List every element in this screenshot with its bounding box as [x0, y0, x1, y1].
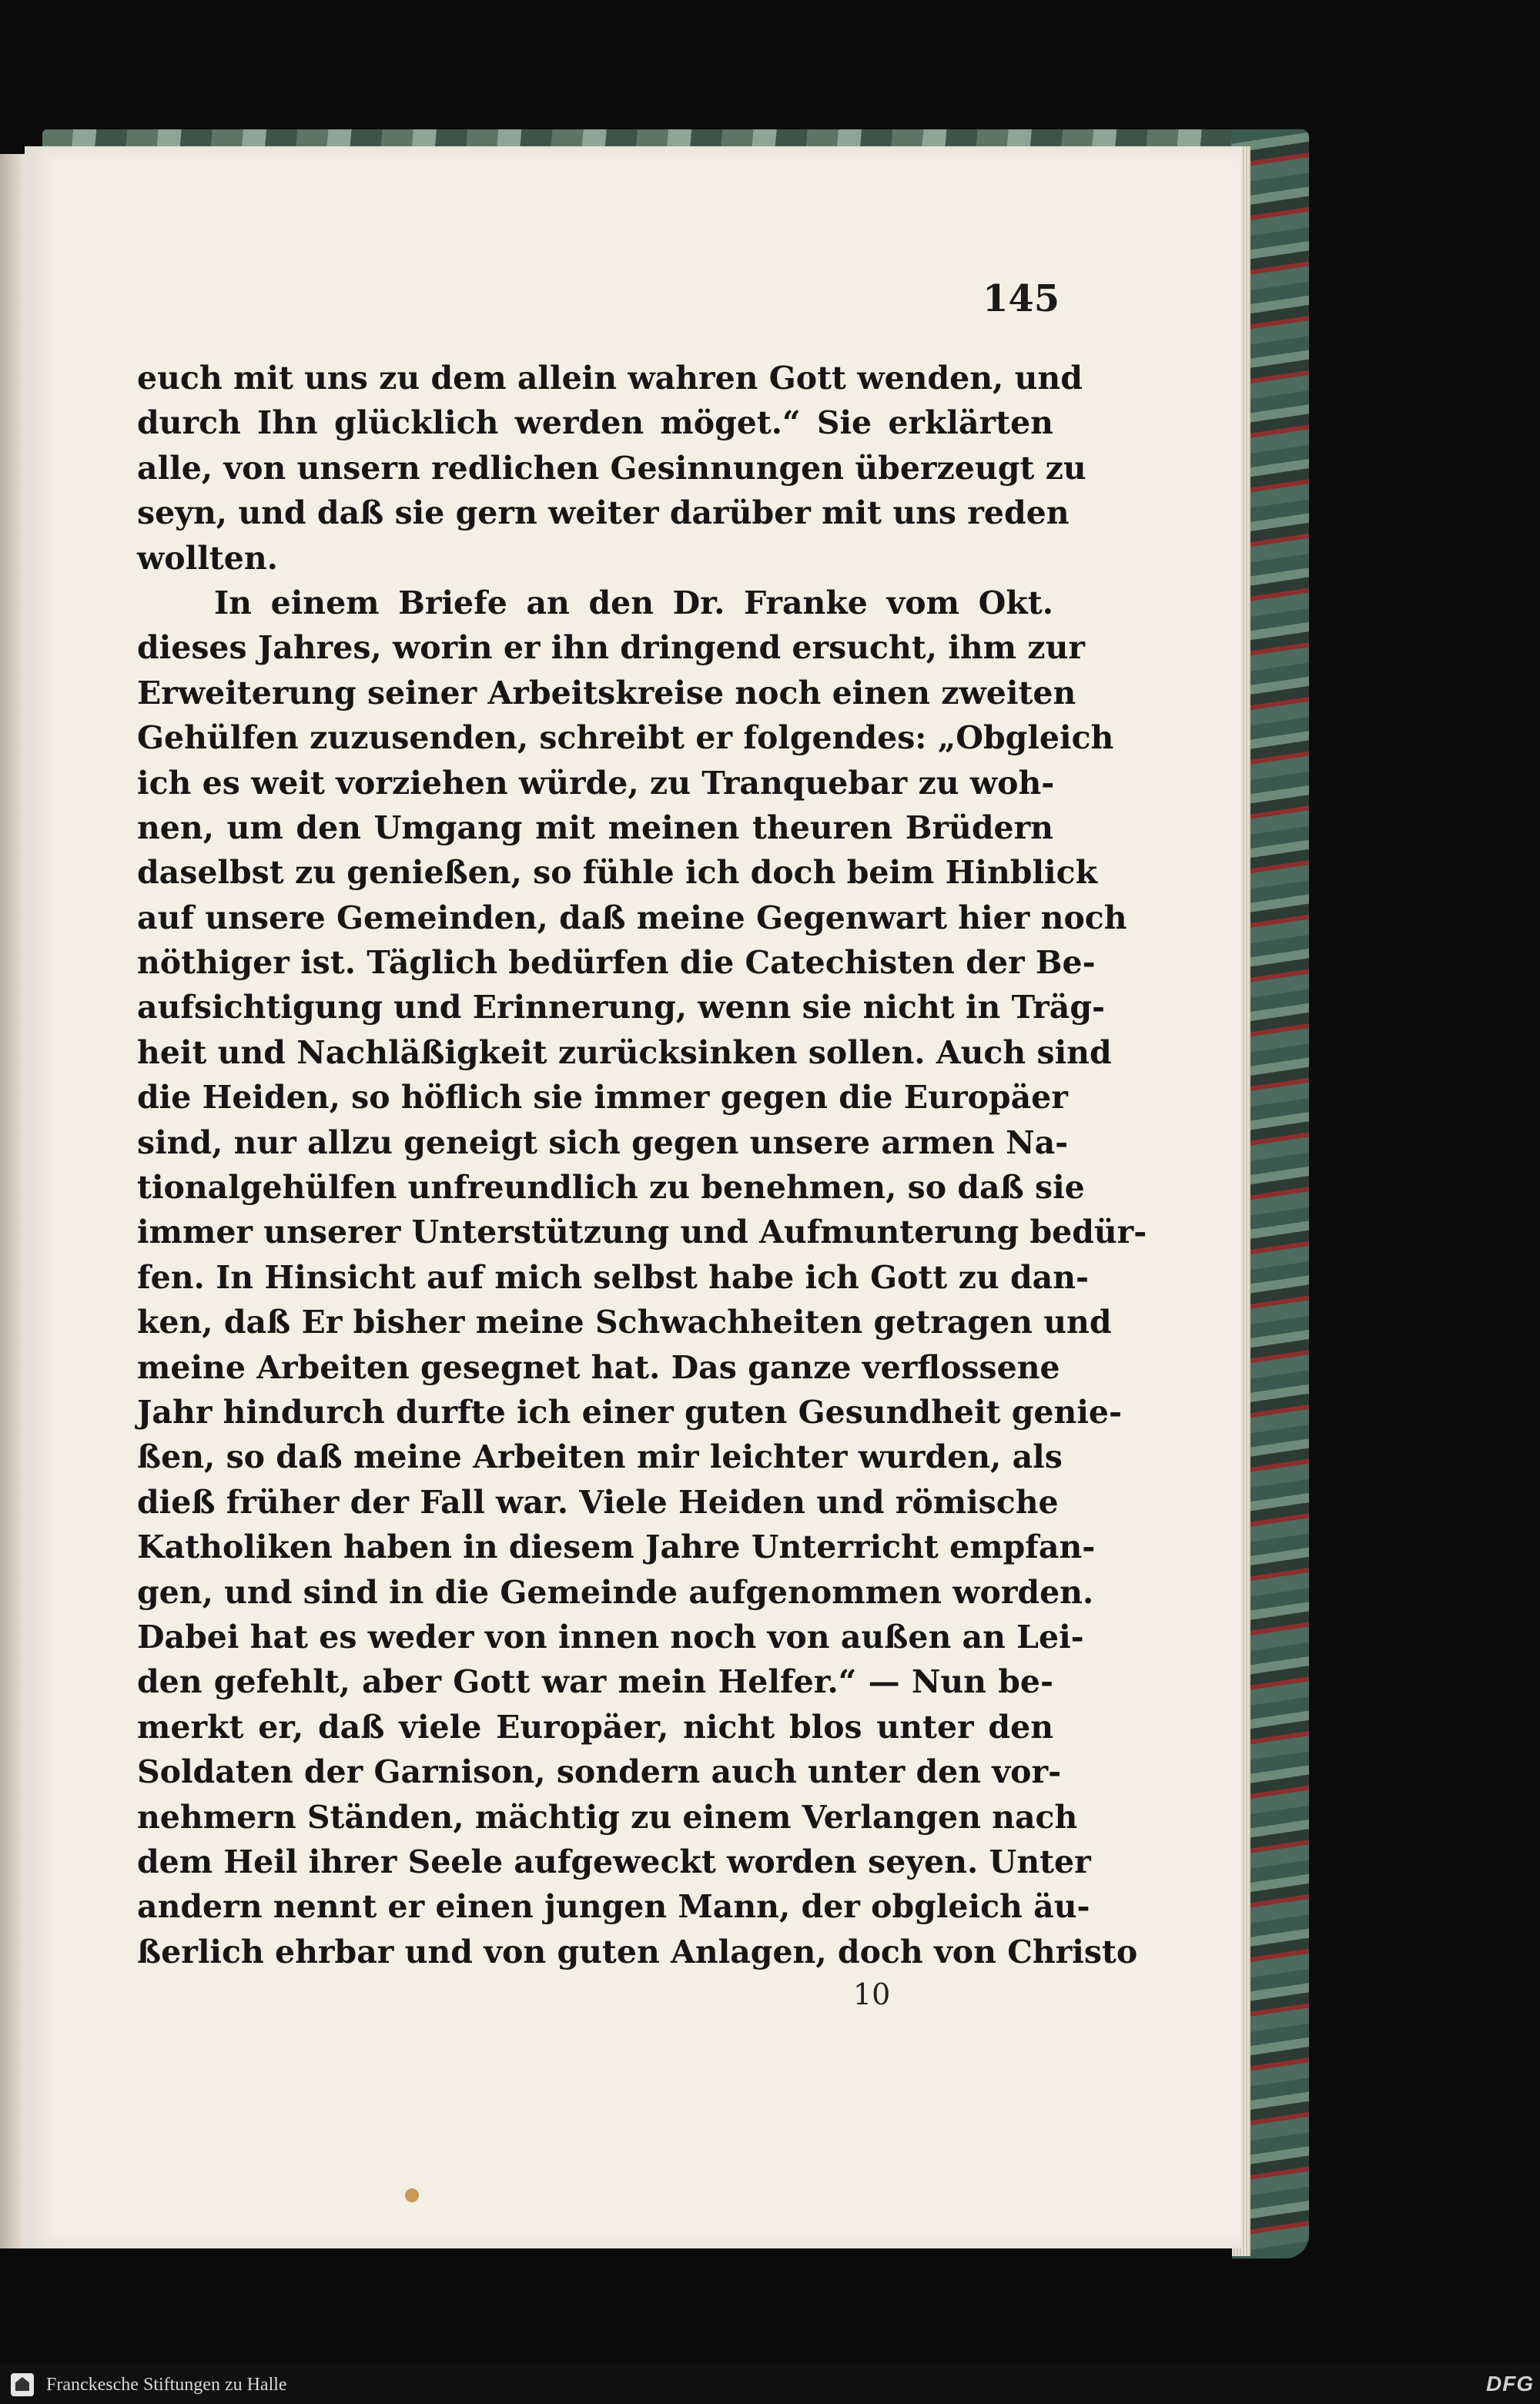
text-line: Jahr hindurch durfte ich einer guten Gesundheit genie-: [137, 1393, 1123, 1431]
text-line: seyn, und daß sie gern weiter darüber mit uns reden: [137, 494, 1070, 532]
text-line: heit und Nachläßigkeit zurücksinken sollen. Auch sind: [137, 1033, 1112, 1071]
text-line: In einem Briefe an den Dr. Franke vom Okt.: [214, 584, 1053, 621]
text-line: meine Arbeiten gesegnet hat. Das ganze verflossene: [137, 1348, 1060, 1386]
text-line: fen. In Hinsicht auf mich selbst habe ich Gott zu dan-: [137, 1258, 1090, 1296]
text-line: Erweiterung seiner Arbeitskreise noch einen zweiten: [137, 674, 1076, 711]
text-line: Soldaten der Garnison, sondern auch unter den vor-: [137, 1753, 1062, 1791]
text-line: andern nennt er einen jungen Mann, der obgleich äu-: [137, 1888, 1090, 1926]
text-line: dieß früher der Fall war. Viele Heiden und römische: [137, 1483, 1059, 1521]
text-line: euch mit uns zu dem allein wahren Gott wenden, und: [137, 360, 1083, 397]
text-line: durch Ihn glücklich werden möget.“ Sie erklärten: [137, 404, 1053, 442]
signature-mark: 10: [853, 1977, 891, 2011]
text-line: alle, von unsern redlichen Gesinnungen überzeugt zu: [137, 449, 1086, 487]
text-line: Dabei hat es weder von innen noch von außen an Lei-: [137, 1618, 1084, 1656]
text-line: Gehülfen zuzusenden, schreibt er folgendes: „Obgleich: [137, 719, 1114, 757]
text-line: aufsichtigung und Erinnerung, wenn sie nicht in Träg-: [137, 989, 1106, 1026]
text-line: den gefehlt, aber Gott war mein Helfer.“ — Nun be-: [137, 1663, 1053, 1701]
text-line: nen, um den Umgang mit meinen theuren Brüdern: [137, 809, 1053, 846]
text-line: dem Heil ihrer Seele aufgeweckt worden seyen. Unter: [137, 1843, 1091, 1880]
text-line: immer unserer Unterstützung und Aufmunterung bedür-: [137, 1214, 1147, 1251]
text-line: daselbst zu genießen, so fühle ich doch beim Hinblick: [137, 854, 1097, 892]
page-number: 145: [983, 277, 1060, 320]
text-line: tionalgehülfen unfreundlich zu benehmen, so daß sie: [137, 1169, 1085, 1207]
text-line: dieses Jahres, worin er ihn dringend ersucht, ihm zur: [137, 629, 1086, 667]
text-line: ßen, so daß meine Arbeiten mir leichter wurden, als: [137, 1438, 1063, 1476]
paper-stain: [405, 2188, 419, 2202]
text-line: ßerlich ehrbar und von guten Anlagen, doch von Christo: [137, 1933, 1138, 1970]
text-line: nehmern Ständen, mächtig zu einem Verlangen nach: [137, 1798, 1078, 1836]
institution-name: Franckesche Stiftungen zu Halle: [46, 2375, 287, 2395]
body-text: [137, 356, 1147, 1974]
text-line: sind, nur allzu geneigt sich gegen unsere armen Na-: [137, 1123, 1069, 1161]
text-line: wollten.: [137, 539, 278, 577]
text-line: merkt er, daß viele Europäer, nicht blos unter den: [137, 1708, 1053, 1746]
text-line: ich es weit vorziehen würde, zu Tranquebar zu woh-: [137, 764, 1055, 802]
text-line: auf unsere Gemeinden, daß meine Gegenwart hier noch: [137, 899, 1127, 936]
text-line: ken, daß Er bisher meine Schwachheiten getragen und: [137, 1304, 1112, 1341]
text-line: die Heiden, so höflich sie immer gegen die Europäer: [137, 1079, 1068, 1117]
facing-page-edge: [0, 154, 25, 2248]
text-line: nöthiger ist. Täglich bedürfen die Catechisten der Be-: [137, 944, 1096, 982]
text-line: Katholiken haben in diesem Jahre Unterricht empfan-: [137, 1528, 1096, 1566]
text-line: gen, und sind in die Gemeinde aufgenommen worden.: [137, 1573, 1094, 1611]
dfg-logo: DFG: [1486, 2372, 1535, 2396]
